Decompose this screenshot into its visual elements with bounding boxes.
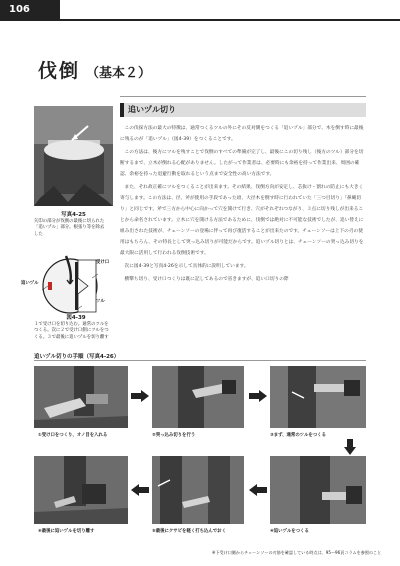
header-rule (0, 19, 400, 21)
step-1-photo (34, 366, 128, 428)
arrow-down-icon (344, 439, 356, 455)
body-paragraph: この方法は、後方にツルを残すことで伐倒のすべての準備が完了し、最後にこの切り残し（後方のツル）部分を切断するまで、立木が倒れる心配がありません。したがって作業者は、必要時にも余裕を持って作業出来、周囲の確認、余裕を持った退避行動を取れるという点まで安全性の高い方法です。 (120, 150, 364, 177)
caption-line: くる。３で最後に追いヅルを切り離す (34, 334, 109, 340)
label-oizuru: 追いヅル (21, 281, 39, 286)
section-title: 追いヅル切り (128, 105, 176, 114)
stump-photo-image (34, 106, 113, 206)
body-text (120, 123, 367, 287)
caption-line: した (34, 231, 43, 237)
caption-line: 「追いヅル」部分。根張り等を除去 (34, 225, 105, 231)
section-header (120, 103, 366, 117)
oizuru-mark (48, 282, 52, 290)
step-5-photo (152, 456, 244, 524)
title-rule (120, 96, 366, 97)
procedure-title: 追いヅル切りの手順（写真4-26） (34, 354, 120, 360)
step-1-image (34, 366, 128, 428)
caption-line: 矢印の部分が伐倒の最後に切られた (34, 219, 105, 224)
page-title-sub: （基本２） (86, 66, 152, 81)
step-4-caption: ④追いヅルをつくる (270, 529, 309, 534)
step-6-caption: ⑥最後に追いヅルを切り離す (38, 529, 95, 534)
diagram-4-39-caption (34, 322, 120, 341)
photo-4-25 (34, 106, 113, 206)
step-2-caption: ②突っ込み切りを行う (152, 433, 196, 438)
diagram-4-39 (21, 252, 116, 320)
photo-4-25-title: 写真4-25 (61, 212, 86, 218)
procedure-rule (34, 360, 366, 361)
step-4-image (270, 456, 366, 524)
label-tsuru: ツル (96, 299, 105, 304)
diagram-4-39-title: 図4-39 (66, 315, 86, 321)
arrow-left-icon (249, 484, 267, 496)
label-cut: 受け口 (96, 260, 110, 265)
step-2-image (152, 366, 244, 428)
arrow-right-icon (131, 390, 149, 402)
step-6-image (34, 456, 128, 524)
page-title (38, 56, 151, 86)
arrow-left-icon (131, 484, 149, 496)
step-1-caption: ①受け口をつくり、オノ目を入れる (38, 433, 108, 438)
page-title-main: 伐倒 (38, 60, 81, 82)
step-4-photo (270, 456, 366, 524)
step-5-image (152, 456, 244, 524)
body-paragraph: この伐採方法の最大の特徴は、通常つくるツルの外にその反対側をつくる「追いヅル」部分で、木を倒す時に最後に残るのが「追いヅル」（図4-39）をつくることです。 (120, 126, 364, 142)
body-paragraph: また、それ故正確にツルをつくることが出来ます。その結果、伐倒方向が安定し、芯抜け・割れの防止にも大きく寄与します。この方法は、径、斧が使用の手段であった頃、大径木を倒す時に行われていた「三つ目切り」「鼻縄切り」と同じです。斧で三方から中心に向かって穴を開けて行き、穴がそれぞれつながり、３点に切り残しが出来ることから命名されています。立木に穴を開ける方法であるために、伐倒では絶対に不可能な技術でしたが、追い替えに組み出された技術が、チェーンソーの登場に伴って再び復活することが出来たのです。チェーンソーは上下の刃の使用はもちろん、その特長として突っ込み切りが可能だからです。追いヅル切りとは、チェーンソーの突っ込み切りを最大限に活用して行われる伐倒技術です。 (120, 185, 364, 256)
step-5-caption: ⑤最後にクサビを軽く打ち込んでおく (152, 529, 226, 534)
caption-line: １で受け口を切り込む。通常のツルを (34, 322, 109, 327)
step-6-photo (34, 456, 128, 524)
procedure-note: ※下受け口側からチェーンソーの刃筋を確認している時点は、95〜96頁コラムを参照のこと (212, 550, 382, 555)
step-3-caption: ③まず、通常のツルをつくる (270, 433, 326, 438)
step-2-photo (152, 366, 244, 428)
body-paragraph: 次に図4-39と写真4-26を示して具体的に説明しています。 (124, 264, 249, 269)
page-number: 106 (0, 0, 60, 19)
step-3-image (270, 366, 366, 428)
photo-4-25-caption (34, 219, 118, 238)
caption-line: つくる。次に２で受け口側にツルをつ (34, 328, 109, 334)
hinge-mark (75, 262, 78, 310)
body-paragraph: 横撃ち切り、受け口つくりは既に記してあるので省きますが、追い口切りの際 (124, 277, 289, 282)
section-marker (120, 103, 124, 117)
step-3-photo (270, 366, 366, 428)
arrow-right-icon (249, 390, 267, 402)
